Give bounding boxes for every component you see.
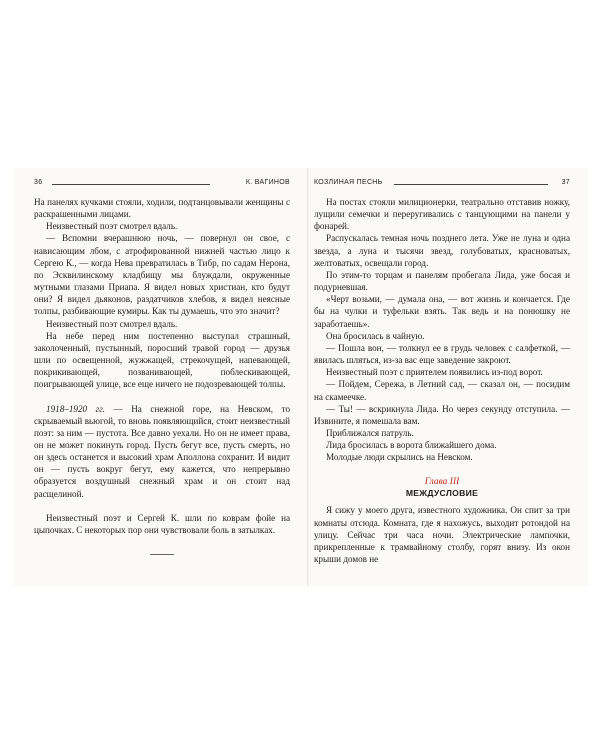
paragraph: Лида бросилась в ворота ближайшего дома. [326,440,497,451]
paragraph: Я сижу у моего друга, известного художника. Он спит за три комнаты отсюда. Комната, где я нахожусь, выходит ротондой на улицу. Сейчас три часа ночи. Электрические лампочки, прикрепленные к трамвайному столбу, горят внизу. Из окон крыши домов не [314,505,570,565]
page-gutter [307,168,309,586]
paragraph: На постах стояли милиционерки, театрально отставив ножку, лущили семечки и переругивались с танцующими на панели у фонарей. [314,197,570,232]
paragraph: Она бросилась в чайную. [326,330,425,341]
chapter-title: МЕЖДУСЛОВИЕ [405,488,479,499]
book-spread [14,168,588,586]
left-page-text [34,196,290,555]
chapter-label: Глава III [424,477,460,488]
left-page [34,168,290,555]
dated-paragraph-text: — На снежной горе, на Невском, то скрываемый вьюгой, то вновь появляющийся, стоит неизвестный поэт: за ним — пустота. Все давно уехали. Но он не имеет права, он не может покинуть город. Пусть бегут все, пусть смерть, но он здесь останется и высокий храм Аполлона сохранит. И видит он — пусть вокруг бегут, ему кажется, что непрерывно образуется воздушный снежный храм и он стоит над расщелиной. [34,403,291,499]
paragraph: Неизвестный поэт с приятелем появились из-под ворот. [326,367,543,378]
paragraph: Неизвестный поэт смотрел вдаль. [46,318,178,329]
paragraph: На панелях кучками стояли, ходили, подтанцовывали женщины с раскрашенными лицами. [34,197,290,220]
chapter-text [314,504,570,565]
paragraph: По этим-то торцам и панелям пробегала Лида, уже босая и подурневшая. [314,269,570,293]
left-page-number: 36 [34,179,43,186]
right-page-text [314,196,570,463]
date-label: 1918–1920 гг. [46,403,105,414]
paragraph: Приближался патруль. [326,427,414,438]
section-end-rule [150,554,174,555]
paragraph: Молодые люди скрылись на Невском. [326,452,473,463]
paragraph: Неизвестный поэт смотрел вдаль. [46,221,178,232]
right-running-title: КОЗЛИНАЯ ПЕСНЬ [314,179,383,186]
right-running-head [314,177,570,193]
paragraph: «Черт возьми, — думала она, — вот жизнь и кончается. Где бы на чулки и туфельки взять. Так ведь и на понюшку не заработаешь». [314,294,570,329]
right-page-number: 37 [561,179,570,186]
header-rule [394,184,548,185]
right-page [314,168,570,565]
dated-paragraph [34,403,290,500]
left-running-title: К. ВАГИНОВ [245,179,290,186]
paragraph: — Пошла вон, — толкнул ее в грудь человек с салфеткой, — явилась шляться, из-за вас еще заведение закроют. [314,342,570,366]
paragraph: — Ты! — вскрикнула Лида. Но через секунду отступила. — Извините, я помешала вам. [314,403,570,426]
header-rule [52,184,210,185]
paragraph: — Вспомни вчерашнюю ночь, — повернул он свое, с нависающим лбом, с атрофированной нижней частью лицо к Сергею К., — когда Нева превратилась в Тибр, по садам Нерона, по Эсквилинскому кладбищу мы блуждали, окруженные мутными глазами Приапа. Я видел новых христиан, кто будут они? Я видел дьяконов, раздатчиков хлебов, я видел неясные толпы, разбивающие кумиры. Как ты думаешь, что это значит? [34,233,290,317]
left-running-head [34,177,290,193]
paragraph: Неизвестный поэт и Сергей К. шли по коврам фойе на цыпочках. С некоторых пор они чувствовали боль в затылках. [34,512,290,535]
paragraph: Распускалась темная ночь позднего лета. Уже не луна и одна звезда, а луна и тысячи звезд, голубоватых, красноватых, желтоватых, освещали город. [314,233,570,268]
paragraph: — Пойдем, Сережа, в Летний сад, — сказал он, — посидим на скамеечке. [314,379,570,402]
paragraph: На небе перед ним постепенно выступал страшный, заколоченный, пустынный, поросший травой город — друзья шли по освещенной, жужжащей, стрекочущей, напевающей, покрикивающей, позванивающей, поблескивающей, поигрывающей улице, все еще ничего не подозревающей толпы. [34,330,290,390]
